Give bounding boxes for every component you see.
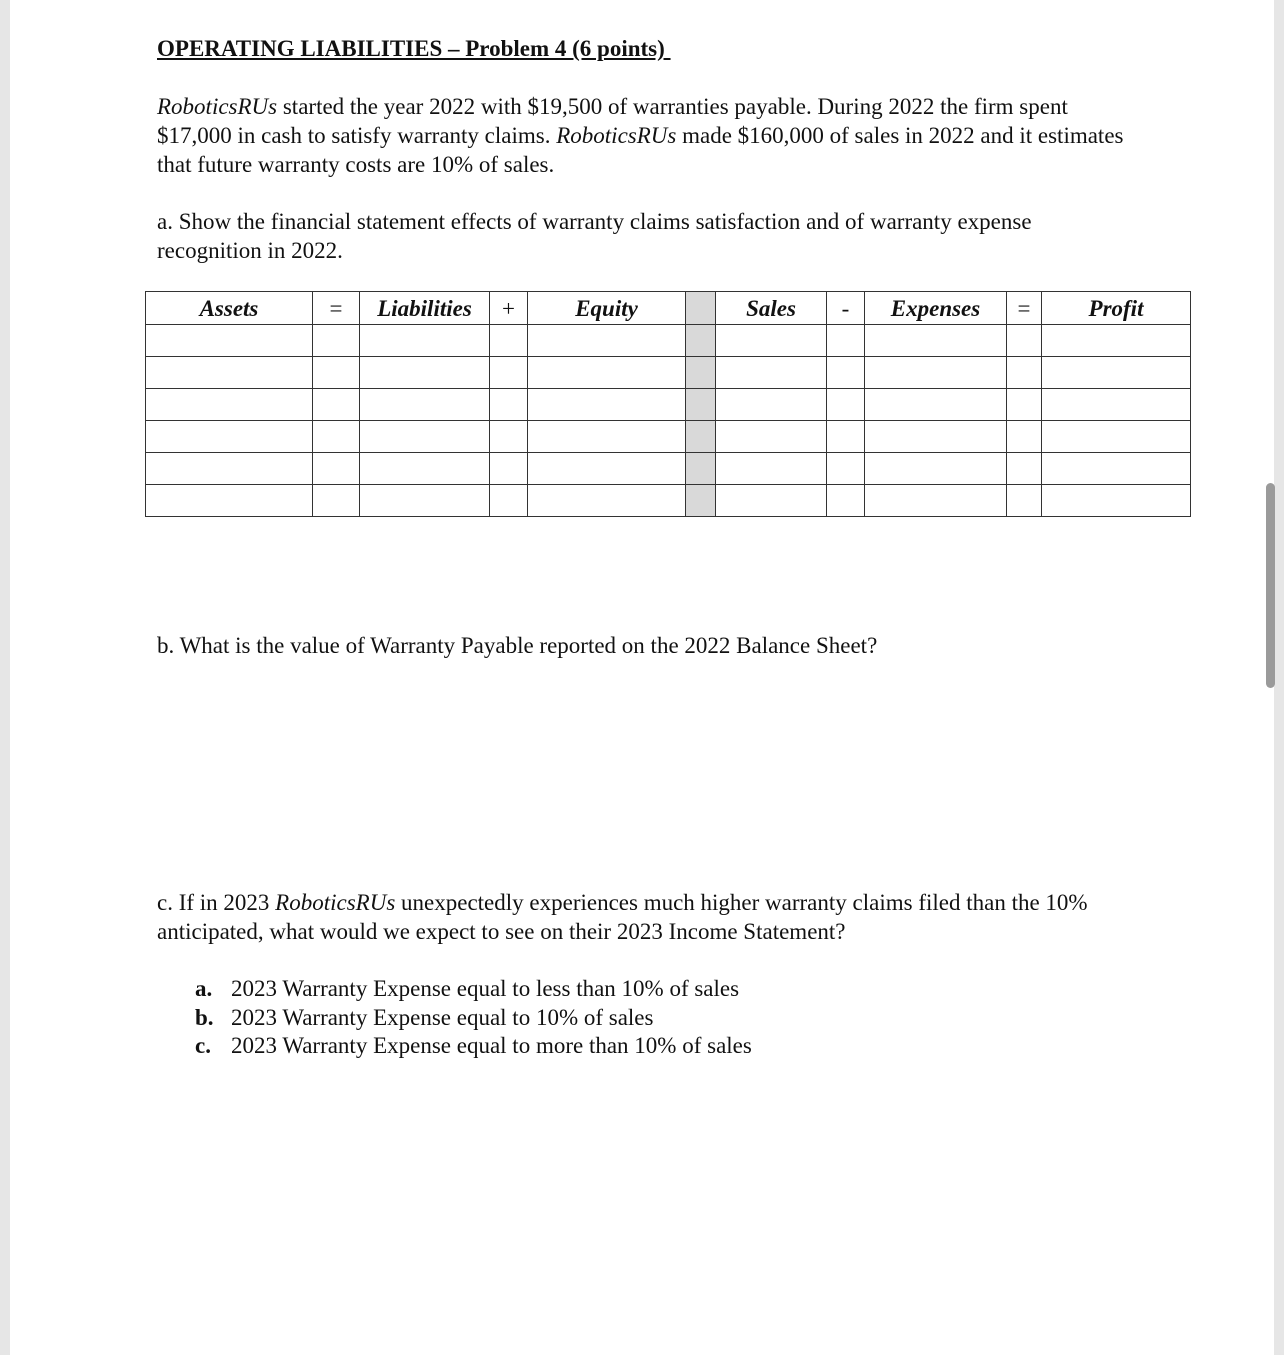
answer-cell[interactable] bbox=[716, 421, 827, 453]
answer-cell[interactable] bbox=[490, 485, 528, 517]
document-page bbox=[10, 0, 1272, 1355]
answer-cell[interactable] bbox=[146, 421, 313, 453]
header-equals: = bbox=[313, 292, 360, 325]
answer-options bbox=[195, 975, 752, 1061]
table-row bbox=[146, 453, 1191, 485]
header-expenses: Expenses bbox=[865, 292, 1007, 325]
answer-cell[interactable] bbox=[865, 325, 1007, 357]
question-b: b. What is the value of Warranty Payable reported on the 2022 Balance Sheet? bbox=[157, 633, 878, 658]
answer-cell[interactable] bbox=[865, 421, 1007, 453]
answer-option bbox=[195, 1004, 752, 1033]
answer-cell[interactable] bbox=[313, 389, 360, 421]
option-text: 2023 Warranty Expense equal to more than 10% of sales bbox=[231, 1033, 752, 1058]
answer-cell[interactable] bbox=[827, 453, 865, 485]
answer-cell[interactable] bbox=[146, 325, 313, 357]
answer-cell[interactable] bbox=[528, 357, 686, 389]
header-equity: Equity bbox=[528, 292, 686, 325]
answer-cell[interactable] bbox=[865, 357, 1007, 389]
answer-cell[interactable] bbox=[360, 485, 490, 517]
answer-cell[interactable] bbox=[1007, 485, 1042, 517]
answer-cell[interactable] bbox=[146, 389, 313, 421]
answer-cell[interactable] bbox=[1007, 357, 1042, 389]
question-c-text: c. If in 2023 bbox=[157, 890, 276, 915]
answer-cell[interactable] bbox=[716, 357, 827, 389]
answer-cell[interactable] bbox=[313, 357, 360, 389]
table-row bbox=[146, 485, 1191, 517]
answer-cell[interactable] bbox=[1042, 485, 1191, 517]
answer-cell[interactable] bbox=[865, 453, 1007, 485]
answer-cell[interactable] bbox=[360, 357, 490, 389]
table-body bbox=[146, 325, 1191, 517]
answer-cell[interactable] bbox=[146, 453, 313, 485]
header-liabilities: Liabilities bbox=[360, 292, 490, 325]
separator-cell bbox=[686, 325, 716, 357]
answer-cell[interactable] bbox=[146, 357, 313, 389]
answer-cell[interactable] bbox=[716, 453, 827, 485]
separator-cell bbox=[686, 357, 716, 389]
header-equals: = bbox=[1007, 292, 1042, 325]
option-text: 2023 Warranty Expense equal to less than 10% of sales bbox=[231, 976, 740, 1001]
separator-cell bbox=[686, 485, 716, 517]
answer-cell[interactable] bbox=[360, 453, 490, 485]
problem-intro bbox=[157, 92, 1137, 179]
separator-cell bbox=[686, 389, 716, 421]
option-marker: c. bbox=[195, 1033, 211, 1058]
answer-cell[interactable] bbox=[313, 453, 360, 485]
answer-cell[interactable] bbox=[490, 389, 528, 421]
company-name: RoboticsRUs bbox=[275, 890, 396, 915]
answer-cell[interactable] bbox=[490, 453, 528, 485]
company-name: RoboticsRUs bbox=[157, 94, 278, 119]
option-text: 2023 Warranty Expense equal to 10% of sales bbox=[231, 1004, 654, 1030]
answer-cell[interactable] bbox=[1042, 389, 1191, 421]
answer-cell[interactable] bbox=[528, 389, 686, 421]
answer-cell[interactable] bbox=[313, 325, 360, 357]
answer-cell[interactable] bbox=[827, 421, 865, 453]
scrollbar-thumb[interactable] bbox=[1266, 483, 1275, 688]
answer-cell[interactable] bbox=[490, 357, 528, 389]
answer-option bbox=[195, 975, 752, 1004]
answer-cell[interactable] bbox=[360, 421, 490, 453]
answer-cell[interactable] bbox=[360, 389, 490, 421]
answer-cell[interactable] bbox=[528, 485, 686, 517]
header-sales: Sales bbox=[716, 292, 827, 325]
header-plus: + bbox=[490, 292, 528, 325]
intro-text: made $160,000 of sales in 2022 and it estimates that future warranty costs are 10% of sales. bbox=[157, 123, 1124, 177]
financial-effects-table bbox=[145, 291, 1191, 517]
option-marker: a. bbox=[195, 976, 213, 1001]
header-minus: - bbox=[827, 292, 865, 325]
answer-cell[interactable] bbox=[313, 421, 360, 453]
answer-cell[interactable] bbox=[716, 389, 827, 421]
intro-text: started the year 2022 with $19,500 of warranties payable. During 2022 the firm spent $17,000 in cash to satisfy warranty claims. bbox=[157, 94, 1068, 148]
question-c bbox=[157, 888, 1137, 946]
question-a: a. Show the financial statement effects of warranty claims satisfaction and of warranty expense recognition in 2022. bbox=[157, 209, 1032, 263]
answer-cell[interactable] bbox=[528, 421, 686, 453]
answer-cell[interactable] bbox=[716, 485, 827, 517]
separator-cell bbox=[686, 453, 716, 485]
table-header-row bbox=[146, 292, 1191, 325]
option-marker: b. bbox=[195, 1004, 214, 1030]
answer-cell[interactable] bbox=[827, 357, 865, 389]
problem-title: OPERATING LIABILITIES – Problem 4 (6 points) bbox=[157, 36, 671, 61]
answer-cell[interactable] bbox=[1007, 325, 1042, 357]
header-assets: Assets bbox=[146, 292, 313, 325]
table-row bbox=[146, 421, 1191, 453]
answer-cell[interactable] bbox=[1007, 453, 1042, 485]
table-row bbox=[146, 325, 1191, 357]
answer-cell[interactable] bbox=[313, 485, 360, 517]
question-c-text: unexpectedly experiences much higher warranty claims filed than the 10% anticipated, what would we expect to see on their 2023 Income Statement? bbox=[157, 890, 1088, 944]
answer-cell[interactable] bbox=[1042, 421, 1191, 453]
company-name: RoboticsRUs bbox=[556, 123, 677, 148]
answer-cell[interactable] bbox=[827, 389, 865, 421]
header-separator bbox=[686, 292, 716, 325]
answer-cell[interactable] bbox=[827, 325, 865, 357]
answer-cell[interactable] bbox=[827, 485, 865, 517]
answer-cell[interactable] bbox=[1042, 357, 1191, 389]
table-row bbox=[146, 357, 1191, 389]
answer-cell[interactable] bbox=[1007, 421, 1042, 453]
answer-cell[interactable] bbox=[1007, 389, 1042, 421]
answer-cell[interactable] bbox=[1042, 453, 1191, 485]
answer-cell[interactable] bbox=[490, 421, 528, 453]
answer-option bbox=[195, 1032, 752, 1061]
answer-cell[interactable] bbox=[360, 325, 490, 357]
answer-cell[interactable] bbox=[1042, 325, 1191, 357]
answer-cell[interactable] bbox=[528, 453, 686, 485]
answer-cell[interactable] bbox=[146, 485, 313, 517]
table-row bbox=[146, 389, 1191, 421]
answer-cell[interactable] bbox=[528, 325, 686, 357]
answer-cell[interactable] bbox=[865, 485, 1007, 517]
separator-cell bbox=[686, 421, 716, 453]
answer-cell[interactable] bbox=[490, 325, 528, 357]
header-profit: Profit bbox=[1042, 292, 1191, 325]
answer-cell[interactable] bbox=[716, 325, 827, 357]
answer-cell[interactable] bbox=[865, 389, 1007, 421]
